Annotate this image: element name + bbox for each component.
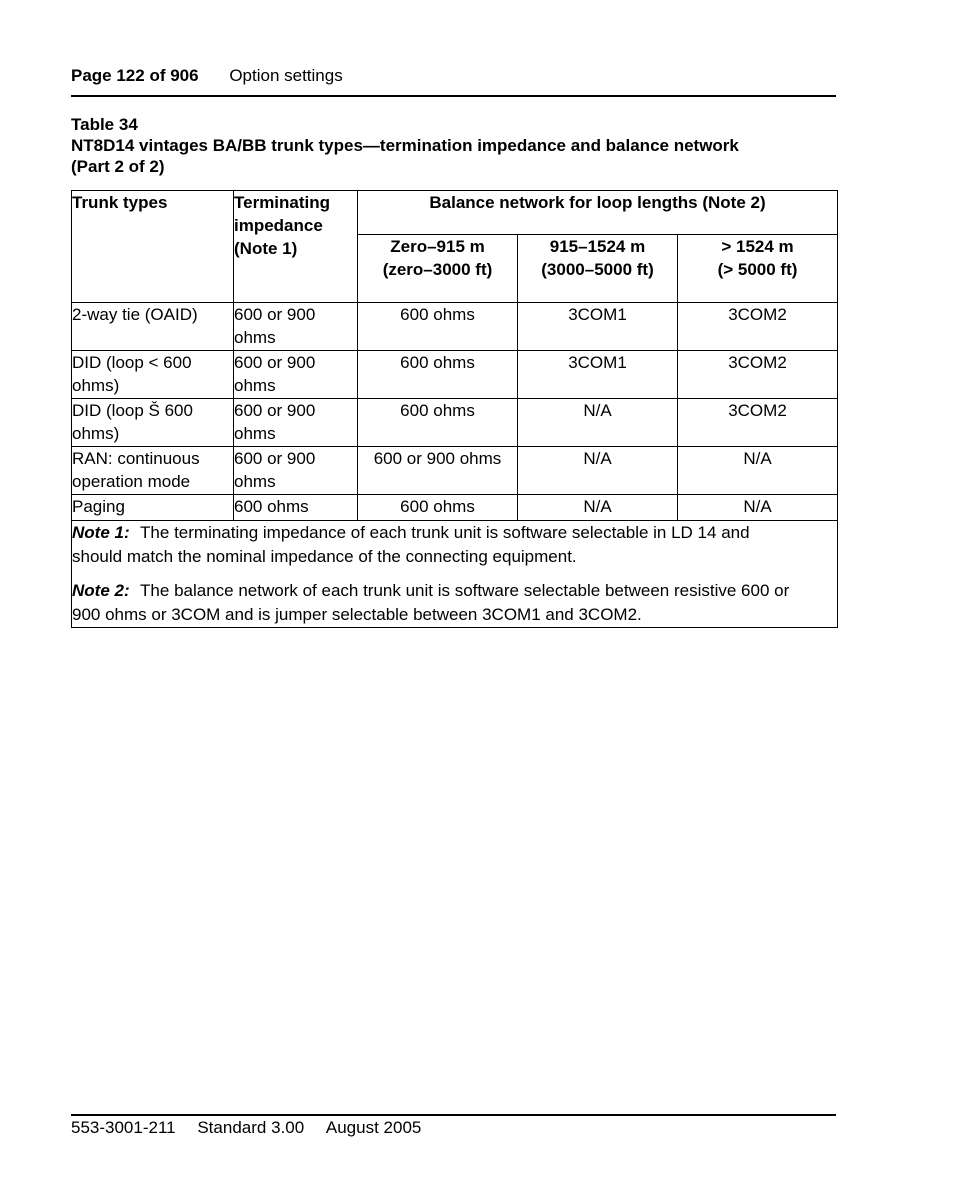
- table-row: [72, 351, 838, 399]
- loop-length-header-short: [358, 235, 518, 303]
- cell-line: 600 or 900: [234, 353, 316, 372]
- balance-long-cell: N/A: [678, 447, 838, 495]
- notes-row: [72, 521, 838, 628]
- balance-long-cell: N/A: [678, 495, 838, 521]
- impedance-cell: [234, 351, 358, 399]
- trunk-types-header: Trunk types: [72, 191, 234, 303]
- cell-line: ohms: [234, 472, 276, 491]
- note-label: Note 2:: [72, 581, 130, 600]
- impedance-header-line: impedance: [234, 216, 323, 235]
- balance-medium-cell: 3COM1: [518, 351, 678, 399]
- cell-line: Paging: [72, 497, 125, 516]
- balance-medium-cell: N/A: [518, 447, 678, 495]
- cell-line: ohms): [72, 376, 120, 395]
- note-2: [72, 579, 837, 627]
- table-row: [72, 399, 838, 447]
- page-number: Page 122 of 906: [71, 66, 199, 85]
- terminating-impedance-header: [234, 191, 358, 303]
- trunk-type-cell: [72, 351, 234, 399]
- balance-long-cell: 3COM2: [678, 351, 838, 399]
- notes-cell: [72, 521, 838, 628]
- page-header: [71, 66, 836, 86]
- cell-line: ohms): [72, 424, 120, 443]
- table-row: [72, 303, 838, 351]
- impedance-cell: [234, 495, 358, 521]
- balance-long-cell: 3COM2: [678, 399, 838, 447]
- table-caption: [71, 114, 836, 177]
- loop-length-imperial: (3000–5000 ft): [541, 260, 654, 279]
- balance-short-cell: 600 ohms: [358, 351, 518, 399]
- impedance-cell: [234, 303, 358, 351]
- balance-short-cell: 600 ohms: [358, 303, 518, 351]
- loop-length-imperial: (> 5000 ft): [717, 260, 798, 279]
- balance-long-cell: 3COM2: [678, 303, 838, 351]
- note-1: [72, 521, 837, 569]
- cell-line: ohms: [234, 424, 276, 443]
- publication-date: August 2005: [325, 1118, 422, 1137]
- page-footer: [71, 1118, 836, 1138]
- balance-short-cell: 600 ohms: [358, 399, 518, 447]
- cell-line: ohms: [234, 328, 276, 347]
- impedance-cell: [234, 399, 358, 447]
- loop-length-header-long: [678, 235, 838, 303]
- balance-short-cell: 600 or 900 ohms: [358, 447, 518, 495]
- cell-line: operation mode: [72, 472, 191, 491]
- balance-short-cell: 600 ohms: [358, 495, 518, 521]
- note-text: The balance network of each trunk unit is software selectable between resistive 600 or: [140, 581, 790, 600]
- trunk-type-cell: [72, 399, 234, 447]
- table-row: [72, 495, 838, 521]
- trunk-type-cell: [72, 495, 234, 521]
- cell-line: 600 or 900: [234, 449, 316, 468]
- trunk-type-cell: [72, 303, 234, 351]
- standard-version: Standard 3.00: [197, 1118, 305, 1137]
- table-number: Table 34: [71, 115, 138, 134]
- header-row: [72, 191, 838, 235]
- cell-line: 600 ohms: [234, 497, 309, 516]
- loop-length-metric: > 1524 m: [721, 237, 794, 256]
- cell-line: DID (loop Š 600: [72, 401, 193, 420]
- loop-length-metric: Zero–915 m: [390, 237, 485, 256]
- footer-rule: [71, 1114, 836, 1116]
- note-text: The terminating impedance of each trunk unit is software selectable in LD 14 and: [140, 523, 750, 542]
- cell-line: DID (loop < 600: [72, 353, 192, 372]
- table-title: NT8D14 vintages BA/BB trunk types—termination impedance and balance network: [71, 136, 739, 155]
- cell-line: 600 or 900: [234, 305, 316, 324]
- balance-medium-cell: 3COM1: [518, 303, 678, 351]
- impedance-header-line: Terminating: [234, 193, 331, 212]
- note-label: Note 1:: [72, 523, 130, 542]
- table-row: [72, 447, 838, 495]
- cell-line: ohms: [234, 376, 276, 395]
- impedance-table: [71, 190, 838, 628]
- header-rule: [71, 95, 836, 97]
- section-title: Option settings: [229, 66, 343, 85]
- cell-line: 2-way tie (OAID): [72, 305, 198, 324]
- note-text: should match the nominal impedance of the connecting equipment.: [72, 547, 577, 566]
- impedance-cell: [234, 447, 358, 495]
- impedance-header-line: (Note 1): [234, 239, 298, 258]
- cell-line: RAN: continuous: [72, 449, 200, 468]
- loop-length-metric: 915–1524 m: [549, 237, 646, 256]
- balance-medium-cell: N/A: [518, 399, 678, 447]
- document-number: 553-3001-211: [71, 1118, 176, 1137]
- trunk-type-cell: [72, 447, 234, 495]
- loop-length-imperial: (zero–3000 ft): [382, 260, 493, 279]
- balance-medium-cell: N/A: [518, 495, 678, 521]
- table-part: (Part 2 of 2): [71, 157, 165, 176]
- cell-line: 600 or 900: [234, 401, 316, 420]
- balance-network-header: Balance network for loop lengths (Note 2): [358, 191, 838, 235]
- loop-length-header-medium: [518, 235, 678, 303]
- note-text: 900 ohms or 3COM and is jumper selectable between 3COM1 and 3COM2.: [72, 605, 642, 624]
